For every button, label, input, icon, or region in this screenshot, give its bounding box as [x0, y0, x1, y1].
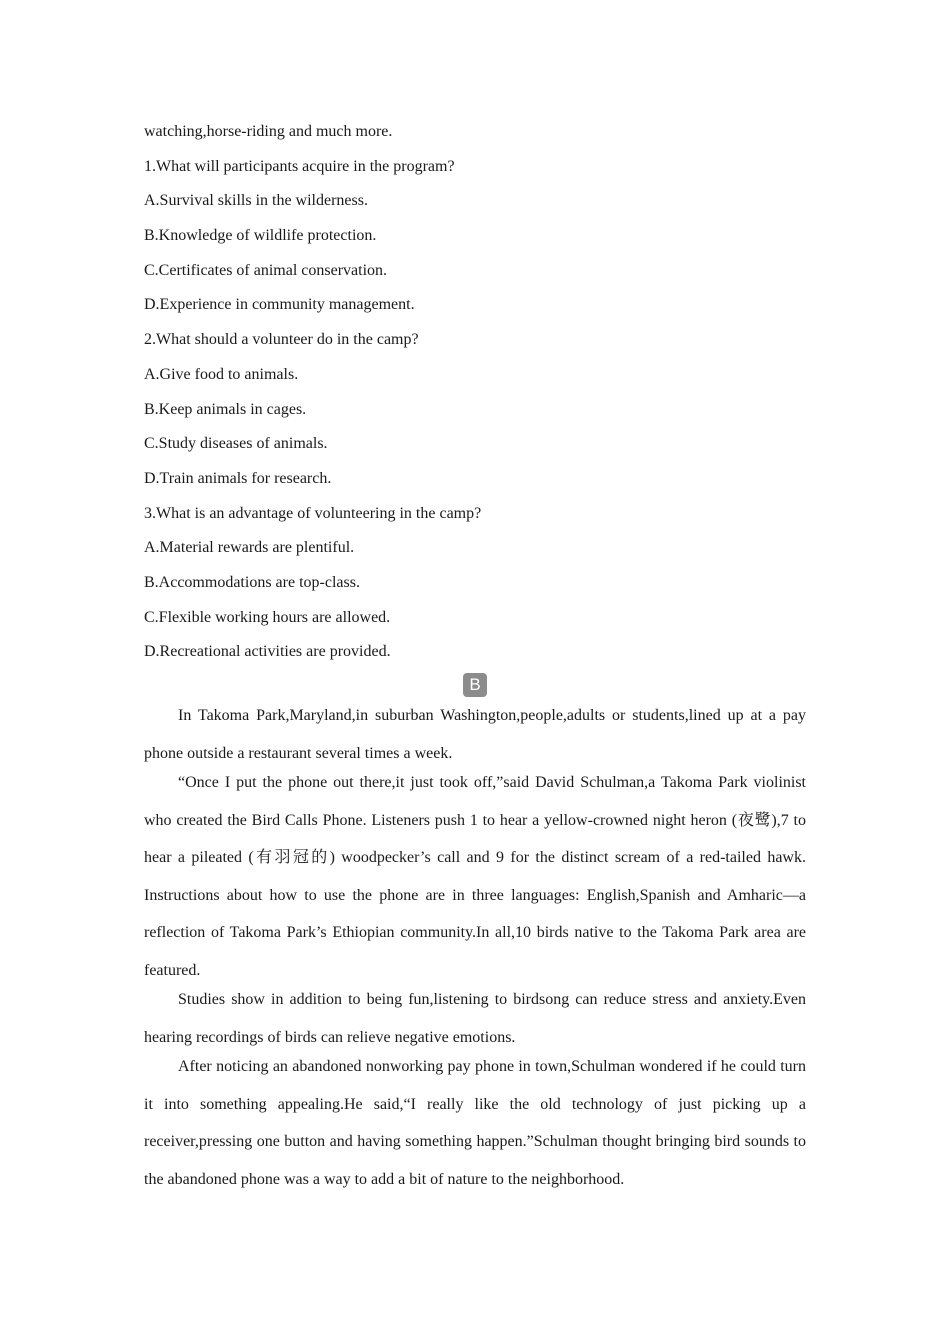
- passage-continuation: watching,horse-riding and much more.: [144, 123, 393, 140]
- question-2-option-b: B.Keep animals in cages.: [144, 400, 307, 418]
- question-3-option-c: C.Flexible working hours are allowed.: [144, 608, 391, 626]
- question-3: 3.What is an advantage of volunteering in the camp?: [144, 504, 482, 522]
- passage-b-paragraph-2: “Once I put the phone out there,it just took off,”said David Schulman,a Takoma Park violinist who created the Bird Calls Phone. Listeners push 1 to hear a yellow-crowned night heron (夜鹭),7 to hear a pileated (有羽冠的) woodpecker’s call and 9 for the distinct scream of a red-tailed hawk. Instructions about how to use the phone are in three languages: English,Spanish and Amharic—a reflection of Takoma Park’s Ethiopian community.In all,10 birds native to the Takoma Park area are featured.: [144, 774, 806, 979]
- question-2-option-a: A.Give food to animals.: [144, 365, 299, 383]
- section-badge-b: B: [463, 673, 487, 697]
- passage-b-paragraph-1: In Takoma Park,Maryland,in suburban Washington,people,adults or students,lined up at a pay phone outside a restaurant several times a week.: [144, 707, 806, 762]
- question-2: 2.What should a volunteer do in the camp?: [144, 331, 419, 349]
- question-1: 1.What will participants acquire in the program?: [144, 157, 455, 175]
- question-1-option-b: B.Knowledge of wildlife protection.: [144, 227, 377, 245]
- question-1-option-a: A.Survival skills in the wilderness.: [144, 192, 368, 210]
- passage-b-paragraph-3: Studies show in addition to being fun,listening to birdsong can reduce stress and anxiety.Even hearing recordings of birds can relieve negative emotions.: [144, 991, 806, 1046]
- document-page: [144, 122, 806, 1195]
- passage-b-paragraph-4: After noticing an abandoned nonworking pay phone in town,Schulman wondered if he could turn it into something appealing.He said,“I really like the old technology of just picking up a receiver,pressing one button and having something happen.”Schulman thought bringing bird sounds to the abandoned phone was a way to add a bit of nature to the neighborhood.: [144, 1058, 806, 1188]
- question-1-option-d: D.Experience in community management.: [144, 296, 415, 314]
- question-3-option-d: D.Recreational activities are provided.: [144, 643, 391, 661]
- question-3-option-b: B.Accommodations are top-class.: [144, 573, 360, 591]
- question-1-option-c: C.Certificates of animal conservation.: [144, 261, 388, 279]
- question-2-option-d: D.Train animals for research.: [144, 469, 332, 487]
- question-3-option-a: A.Material rewards are plentiful.: [144, 539, 355, 557]
- question-2-option-c: C.Study diseases of animals.: [144, 435, 328, 453]
